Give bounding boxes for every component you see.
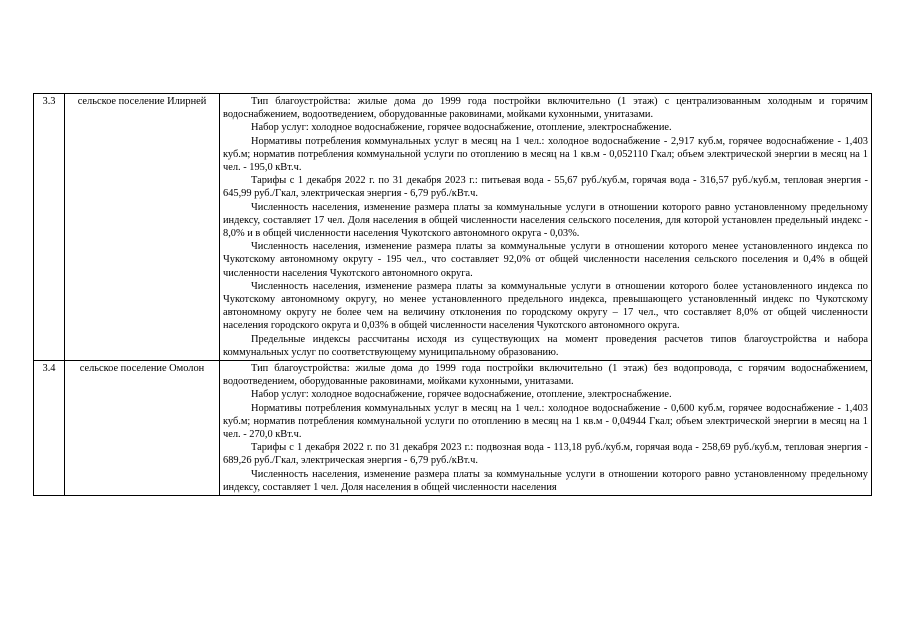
paragraph: Предельные индексы рассчитаны исходя из существующих на момент проведения расчетов типов благоустройства и набора коммунальных услуг по соответствующему муниципальному образованию. (223, 333, 868, 358)
table-row (34, 361, 872, 496)
row-number: 3.3 (34, 94, 65, 361)
paragraph: Нормативы потребления коммунальных услуг в месяц на 1 чел.: холодное водоснабжение - 2,917 куб.м, горячее водоснабжение - 1,403 куб.м; норматив потребления коммунальной услуги по отоплению в месяц на 1 кв.м - 0,052110 Гкал; объем электрической энергии в месяц на 1 чел. - 195,0 кВт.ч. (223, 135, 868, 174)
paragraph: Тип благоустройства: жилые дома до 1999 года постройки включительно (1 этаж) без водопровода, с горячим водоснабжением, водоотведением, оборудованные раковинами, мойками кухонными, унитазами. (223, 363, 868, 388)
paragraph: Тарифы с 1 декабря 2022 г. по 31 декабря 2023 г.: питьевая вода - 55,67 руб./куб.м, горячая вода - 316,57 руб./куб.м, тепловая энергия - 645,99 руб./Гкал, электрическая энергия - 6,79 руб./кВт.ч. (223, 175, 868, 200)
paragraph: Численность населения, изменение размера платы за коммунальные услуги в отношении которого равно установленному предельному индексу, составляет 1 чел. Доля населения в общей численности населения (223, 468, 868, 493)
paragraph: Численность населения, изменение размера платы за коммунальные услуги в отношении которого более установленного индекса по Чукотскому автономному округу, но менее установленного предельного индекса, превышающего установленный индекс по Чукотскому автономному округу не более чем на величину отклонения по городскому округу – 17 чел., что составляет 8,0% от общей численности населения городского округа и 0,03% в общей численности населения Чукотского автономного округа. (223, 280, 868, 332)
row-number: 3.4 (34, 361, 65, 496)
paragraph: Тарифы с 1 декабря 2022 г. по 31 декабря 2023 г.: подвозная вода - 113,18 руб./куб.м, горячая вода - 258,69 руб./куб.м, тепловая энергия - 689,26 руб./Гкал, электрическая энергия - 6,79 руб./кВт.ч. (223, 442, 868, 467)
table-row (34, 94, 872, 361)
settlement-name: сельское поселение Илирней (65, 94, 220, 361)
paragraph: Тип благоустройства: жилые дома до 1999 года постройки включительно (1 этаж) с централизованным холодным и горячим водоснабжением, водоотведением, оборудованные раковинами, мойками кухонными, унитазами. (223, 96, 868, 121)
paragraph: Нормативы потребления коммунальных услуг в месяц на 1 чел.: холодное водоснабжение - 0,600 куб.м, горячее водоснабжение - 1,403 куб.м; норматив потребления коммунальной услуги по отоплению в месяц на 1 кв.м - 0,04944 Гкал; объем электрической энергии в месяц на 1 чел. - 270,0 кВт.ч. (223, 402, 868, 441)
paragraph: Набор услуг: холодное водоснабжение, горячее водоснабжение, отопление, электроснабжение. (251, 122, 672, 134)
description-cell (220, 94, 872, 361)
settlement-name: сельское поселение Омолон (65, 361, 220, 496)
paragraph: Численность населения, изменение размера платы за коммунальные услуги в отношении которого менее установленного индекса по Чукотскому автономному округу - 195 чел., что составляет 92,0% от общей численности населения сельского поселения и 0,4% в общей численности населения Чукотского автономного округа. (223, 241, 868, 279)
paragraph: Численность населения, изменение размера платы за коммунальные услуги в отношении которого равно установленному предельному индексу, составляет 17 чел. Доля населения в общей численности населения сельского поселения, для которой установлен предельный индекс - 8,0% и в общей численности населения Чукотского автономного округа - 0,03%. (223, 201, 868, 240)
tariff-table (33, 93, 872, 496)
description-cell (220, 361, 872, 496)
paragraph: Набор услуг: холодное водоснабжение, горячее водоснабжение, отопление, электроснабжение. (251, 389, 672, 401)
